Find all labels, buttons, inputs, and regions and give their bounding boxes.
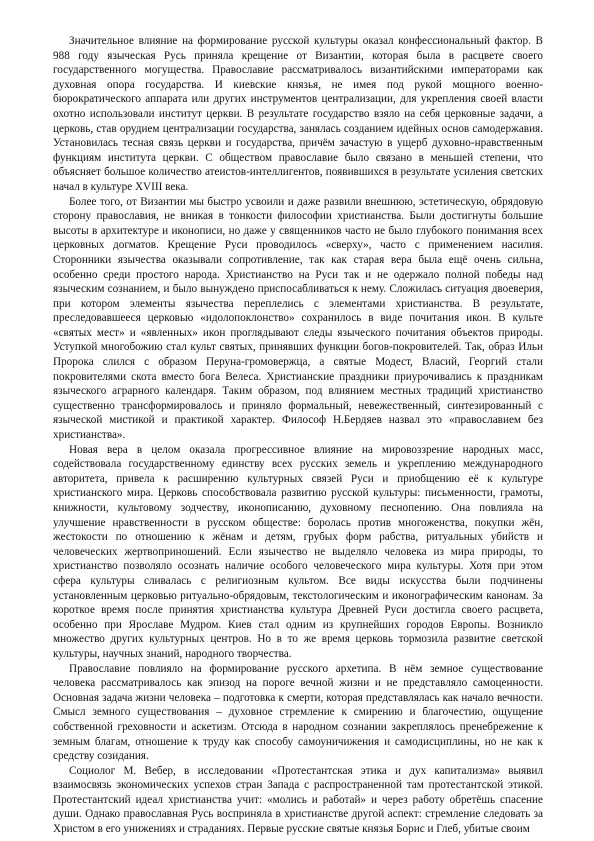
document-page bbox=[53, 34, 543, 837]
paragraph-dual-faith: Более того, от Византии мы быстро усвоили и даже развили внешнюю, эстетическую, обрядовую сторону православия, не вникая в тонкости философии христианства. Были достигнуты большие высоты в архитектуре и иконописи, но даже у священников часто не было глубокого понимания всех церковных догматов. Крещение Руси проводилось «сверху», часто с применением насилия. Сторонники язычества оказывали сопротивление, так как старая вера была ещё очень сильна, особенно среди простого народа. Христианство на Руси так и не одержало полной победы над языческим сознанием, и было вынуждено приспосабливаться к нему. Сложилась ситуация двоеверия, при котором элементы язычества переплелись с элементами христианства. В результате, преследовавшееся церковью «идолопоклонство» сохранилось в виде почитания икон. В культе «святых мест» и «явленных» икон проглядывают следы языческого почитания объектов природы. Уступкой многобожию стал культ святых, принявших функции богов-покровителей. Так, образ Ильи Пророка слился с образом Перуна-громовержца, а святые Модест, Власий, Георгий стали покровителями скота вместо бога Велеса. Христианские праздники приурочивались к праздникам языческого аграрного календаря. Таким образом, под влиянием местных традиций христианство существенно трансформировалось и приняло формальный, невежественный, синтезированный с языческой мистикой и практикой характер. Философ Н.Бердяев назвал это «православием без христианства». bbox=[53, 195, 543, 442]
paragraph-progressive-influence: Новая вера в целом оказала прогрессивное влияние на мировоззрение народных масс, содействовала государственному единству всех русских земель и укреплению международного авторитета, привела к расширению культурных связей Руси и приобщению её к культуре христианского мира. Церковь способствовала развитию русской культуры: письменности, грамоты, книжности, культовому зодчеству, иконописанию, духовному песнопению. Она повлияла на улучшение нравственности в русском обществе: боролась против многоженства, покупки жён, жестокости по отношению к жёнам и детям, грубых форм рабства, ритуальных убийств и человеческих жертвоприношений. Если язычество не выделяло человека из мира природы, то христианство позволяло осознать наличие особого человеческого мира культуры. Хотя при этом сфера культуры сливалась с религиозным культом. Все виды искусства были подчинены установленным церковью ритуально-обрядовым, текстологическим и иконографическим канонам. За короткое время после принятия христианства культура Древней Руси достигла своего расцвета, особенно при Ярославе Мудром. Киев стал одним из крупнейших городов Европы. Возникло множество других культурных центров. Но в то же время церковь тормозила развитие светской культуры, научных знаний, народного творчества. bbox=[53, 443, 543, 660]
paragraph-weber-ethics: Социолог М. Вебер, в исследовании «Протестантская этика и дух капитализма» выявил взаимосвязь экономических успехов стран Запада с распространенной там протестантской этикой. Протестантский идеал христианства учит: «молись и работай» и через работу обретёшь спасение души. Однако православная Русь восприняла в христианстве другой аспект: стремление следовать за Христом в его унижениях и страданиях. Первые русские святые князья Борис и Глеб, убитые своим bbox=[53, 764, 543, 836]
paragraph-russian-archetype: Православие повлияло на формирование русского архетипа. В нём земное существование человека рассматривалось как эпизод на пороге вечной жизни и не представляло самоценности. Основная задача жизни человека – подготовка к смерти, которая представлялась как начало вечности. Смысл земного существования – духовное стремление к смирению и благочестию, ощущение собственной греховности и аскетизм. Отсюда в народном сознании закреплялось пренебрежение к земным благам, отношение к труду как способу самоуничижения и самодисциплины, но не как к средству созидания. bbox=[53, 662, 543, 763]
paragraph-confessional-factor: Значительное влияние на формирование русской культуры оказал конфессиональный фактор. В 988 году языческая Русь приняла крещение от Византии, которая была в расцвете своего государственного могущества. Православие рассматривалось византийскими императорами как духовная опора государства. И киевские князья, не имея под рукой мощного военно-бюрократического аппарата или других инструментов централизации, для укрепления своей власти охотно использовали институт церкви. В результате государство взяло на себя церковные задачи, а церковь, став орудием централизации государства, занялась созданием идейных основ самодержавия. Установилась тесная связь церкви и государства, причём зачастую в ущерб духовно-нравственным функциям института церкви. С обществом православие было связано в меньшей степени, что объясняет большое количество атеистов-интеллигентов, появившихся в результате усиления светских начал в культуре XVIII века. bbox=[53, 35, 543, 193]
